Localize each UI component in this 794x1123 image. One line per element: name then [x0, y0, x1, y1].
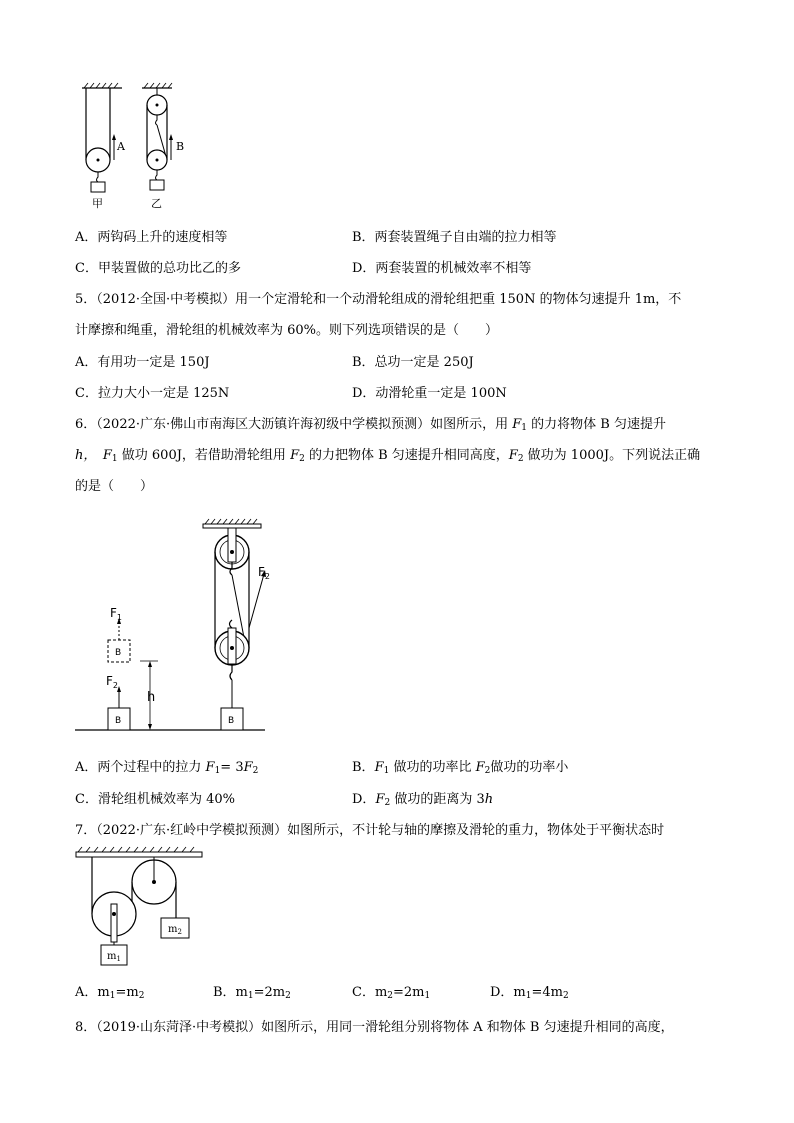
- q6-stem-line1: 6．（2022·广东·佛山市南海区大沥镇许海初级中学模拟预测）如图所示，用 $F_1$ 的力将物体 B 匀速提升: [75, 417, 666, 433]
- q4-option-A[interactable]: A．两钩码上升的速度相等: [75, 230, 228, 245]
- q4-label-A: A: [117, 140, 125, 153]
- q6-F2-label: $F_2$: [106, 674, 118, 690]
- q6-pulley-figure: [70, 518, 280, 740]
- q4-label-left: 甲: [92, 197, 103, 210]
- q7-option-D[interactable]: D．$m_1=4m_2$: [490, 985, 569, 1001]
- q4-label-right: 乙: [151, 197, 162, 210]
- q6-right-F2-label: $F_2$: [258, 565, 270, 581]
- q7-option-A[interactable]: A．$m_1=m_2$: [75, 985, 145, 1001]
- q7-stem-line1: 7．（2022·广东·红岭中学模拟预测）如图所示，不计轮与轴的摩擦及滑轮的重力，物体处于平衡状态时: [75, 823, 665, 838]
- q6-stem-line2: h， $F_1$ 做功 600J，若借助滑轮组用 $F_2$ 的力把物体 B 匀速提升相同高度，$F_2$ 做功为 1000J。下列说法正确: [75, 448, 701, 464]
- q5-option-B[interactable]: B．总功一定是 250J: [352, 355, 474, 370]
- q6-right-block-label: B: [228, 716, 235, 726]
- q4-label-B: B: [176, 140, 185, 153]
- q6-dashed-block-label: B: [115, 648, 122, 658]
- q5-option-A[interactable]: A．有用功一定是 150J: [75, 355, 210, 370]
- q7-pulley-figure: [70, 846, 210, 970]
- q6-option-B[interactable]: B．$F_1$ 做功的功率比 $F_2$做功的功率小: [352, 760, 569, 776]
- q4-option-C[interactable]: C．甲装置做的总功比乙的多: [75, 261, 241, 276]
- q5-stem-line1: 5．（2012·全国·中考模拟）用一个定滑轮和一个动滑轮组成的滑轮组把重 150N 的物体匀速提升 1m，不: [75, 292, 682, 307]
- q7-option-C[interactable]: C．$m_2=2m_1$: [352, 985, 431, 1001]
- q6-option-D[interactable]: D．$F_2$ 做功的距离为 3h: [352, 792, 494, 808]
- q6-option-C[interactable]: C．滑轮组机械效率为 40%: [75, 792, 235, 807]
- q4-option-B[interactable]: B．两套装置绳子自由端的拉力相等: [352, 230, 557, 245]
- q6-h-label: h: [147, 690, 156, 705]
- q5-option-C[interactable]: C．拉力大小一定是 125N: [75, 386, 230, 401]
- q5-stem-line2: 计摩擦和绳重，滑轮组的机械效率为 60%。则下列选项错误的是（ ）: [75, 323, 499, 338]
- q6-F1-label: $F_1$: [110, 606, 122, 622]
- q8-stem-line1: 8．（2019·山东菏泽·中考模拟）如图所示，用同一滑轮组分别将物体 A 和物体 B 匀速提升相同的高度，: [75, 1020, 674, 1035]
- q6-stem-line3: 的是（ ）: [75, 479, 154, 494]
- q4-pulley-figure: [70, 80, 200, 210]
- q4-option-D[interactable]: D．两套装置的机械效率不相等: [352, 261, 532, 276]
- q6-option-A[interactable]: A．两个过程中的拉力 $F_1= 3F_2$: [75, 760, 259, 776]
- q5-option-D[interactable]: D．动滑轮重一定是 100N: [352, 386, 507, 401]
- q7-m2-label: $m_2$: [168, 924, 182, 936]
- q6-left-block-label: B: [115, 716, 122, 726]
- q7-m1-label: $m_1$: [107, 951, 121, 963]
- q7-option-B[interactable]: B．$m_1=2m_2$: [213, 985, 291, 1001]
